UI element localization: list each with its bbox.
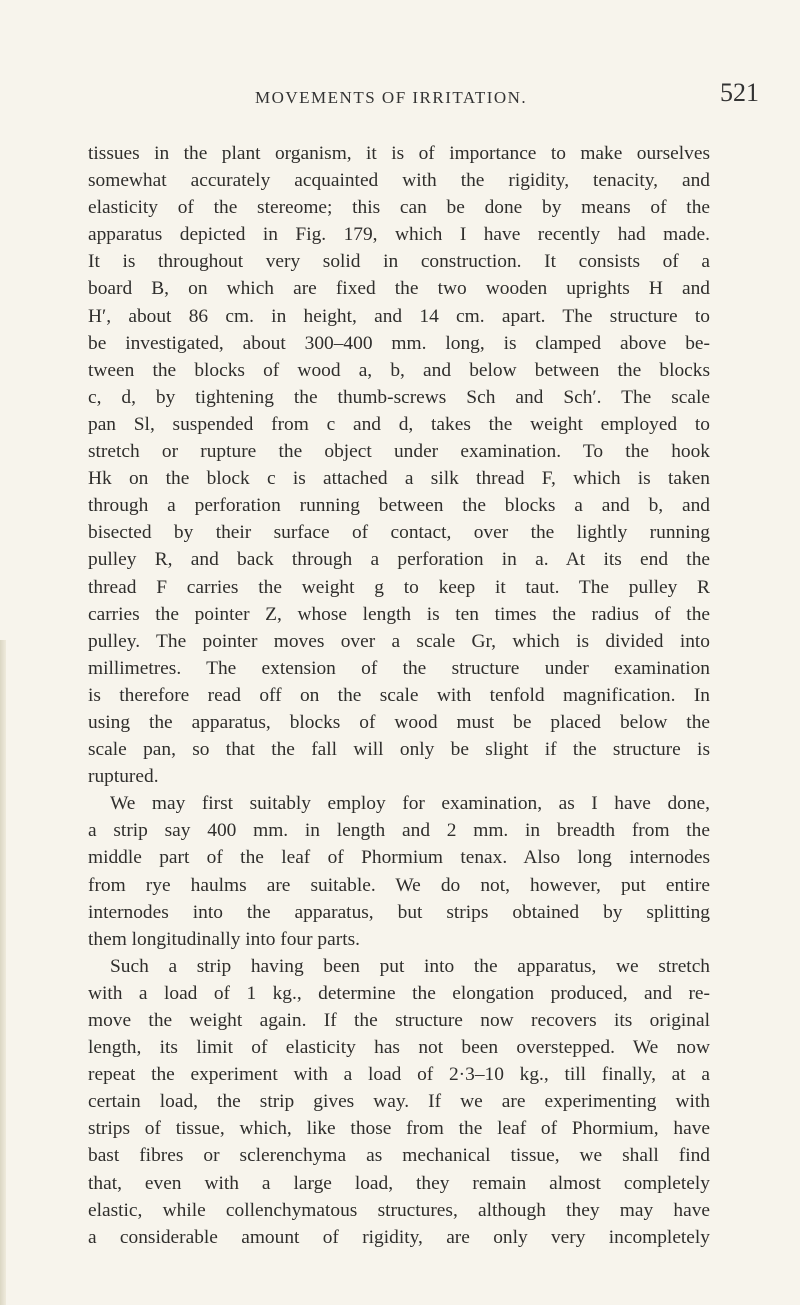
text-line: bisected by their surface of contact, over the lightly running — [88, 522, 710, 544]
text-line: pulley R, and back through a perforation in a. At its end the — [88, 549, 710, 571]
text-line: apparatus depicted in Fig. 179, which I have recently had made. — [88, 224, 710, 246]
text-line: H′, about 86 cm. in height, and 14 cm. apart. The structure to — [88, 305, 710, 327]
text-line: scale pan, so that the fall will only be slight if the structure is — [88, 739, 710, 761]
paragraph-start-line: We may first suitably employ for examination, as I have done, — [110, 793, 710, 815]
paragraph-end-line: ruptured. — [88, 766, 159, 788]
text-line: strips of tissue, which, like those from the leaf of Phormium, have — [88, 1118, 710, 1140]
running-head: MOVEMENTS OF IRRITATION. — [255, 88, 528, 107]
text-line: length, its limit of elasticity has not been overstepped. We now — [88, 1037, 710, 1059]
text-line: through a perforation running between the blocks a and b, and — [88, 495, 710, 517]
text-line: with a load of 1 kg., determine the elongation produced, and re- — [88, 982, 710, 1004]
text-line: move the weight again. If the structure now recovers its original — [88, 1010, 710, 1031]
text-line: tween the blocks of wood a, b, and below between the blocks — [88, 359, 710, 381]
text-line: using the apparatus, blocks of wood must be placed below the — [88, 711, 710, 733]
text-line: elasticity of the stereome; this can be done by means of the — [88, 197, 710, 219]
text-line: that, even with a large load, they remain almost completely — [88, 1172, 710, 1194]
text-line: carries the pointer Z, whose length is ten times the radius of the — [88, 603, 710, 625]
text-line: stretch or rupture the object under examination. To the hook — [88, 441, 710, 463]
text-line: a strip say 400 mm. in length and 2 mm. in breadth from the — [88, 820, 710, 842]
body-text — [88, 140, 710, 1251]
text-line: be investigated, about 300–400 mm. long, is clamped above be- — [88, 332, 710, 354]
text-line: c, d, by tightening the thumb-screws Sch and Sch′. The scale — [88, 386, 710, 408]
text-line: board B, on which are fixed the two wooden uprights H and — [88, 278, 710, 300]
text-line: It is throughout very solid in construction. It consists of a — [88, 251, 710, 273]
text-line: millimetres. The extension of the structure under examination — [88, 657, 710, 679]
paragraph-start-line: Such a strip having been put into the apparatus, we stretch — [110, 955, 710, 977]
paragraph-end-line: them longitudinally into four parts. — [88, 928, 360, 950]
text-line: internodes into the apparatus, but strips obtained by splitting — [88, 901, 710, 923]
text-line: repeat the experiment with a load of 2·3–10 kg., till finally, at a — [88, 1064, 710, 1086]
text-line: thread F carries the weight g to keep it taut. The pulley R — [88, 576, 710, 598]
text-line: bast fibres or sclerenchyma as mechanical tissue, we shall find — [88, 1145, 710, 1167]
text-line: from rye haulms are suitable. We do not, however, put entire — [88, 874, 710, 896]
text-line: Hk on the block c is attached a silk thread F, which is taken — [88, 468, 710, 490]
text-line: middle part of the leaf of Phormium tenax. Also long internodes — [88, 847, 710, 869]
text-line: pan Sl, suspended from c and d, takes the weight employed to — [88, 413, 710, 435]
page-edge-shadow — [0, 640, 6, 1305]
text-line: is therefore read off on the scale with tenfold magnification. In — [88, 684, 710, 706]
text-line: elastic, while collenchymatous structures, although they may have — [88, 1199, 710, 1221]
text-line: certain load, the strip gives way. If we are experimenting with — [88, 1091, 710, 1113]
text-line: pulley. The pointer moves over a scale Gr, which is divided into — [88, 630, 710, 652]
text-line: tissues in the plant organism, it is of importance to make ourselves — [88, 143, 710, 164]
text-line: somewhat accurately acquainted with the rigidity, tenacity, and — [88, 170, 710, 192]
page-number: 521 — [720, 78, 759, 107]
text-line: a considerable amount of rigidity, are only very incompletely — [88, 1226, 710, 1248]
